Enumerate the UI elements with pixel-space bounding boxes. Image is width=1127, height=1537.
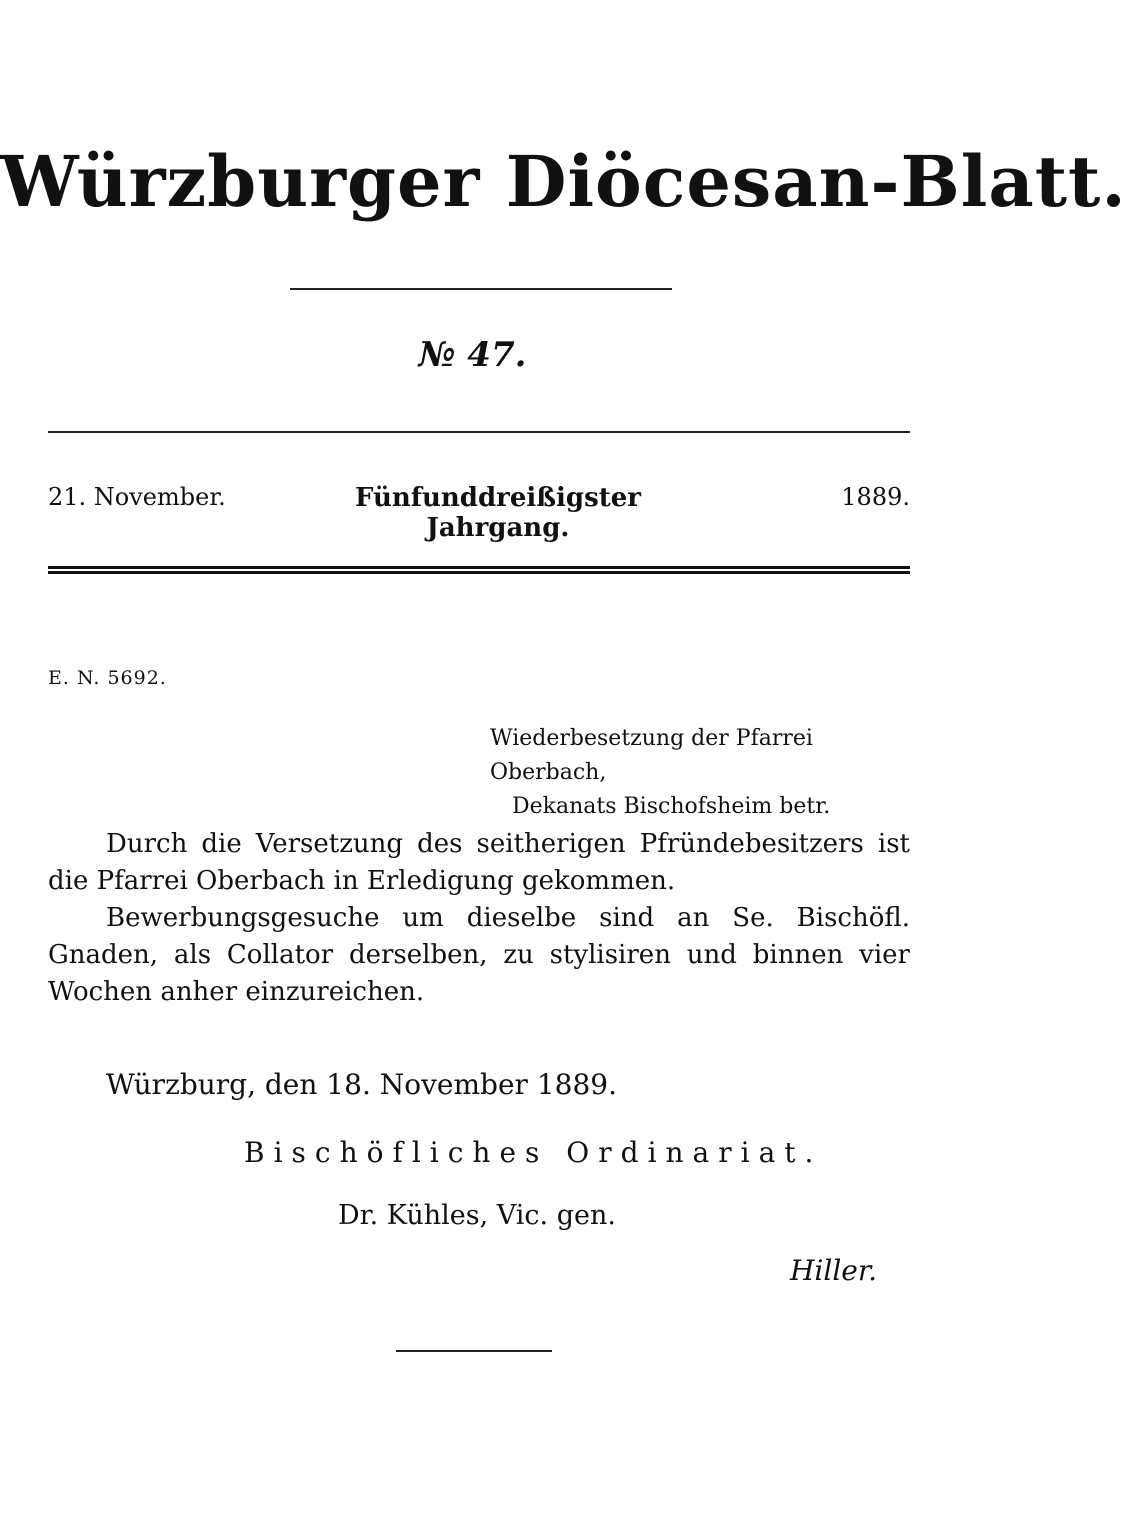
secretary-signature: Hiller. (790, 1254, 878, 1287)
notice-body (48, 826, 910, 1011)
issue-year: 1889. (841, 483, 910, 511)
vicar-general-signature: Dr. Kühles, Vic. gen. (338, 1200, 616, 1231)
header-double-rule (48, 566, 910, 574)
subject-line-2: Dekanats Bischofsheim betr. (512, 794, 831, 819)
dateline (48, 483, 910, 543)
subject-line-1: Wiederbesetzung der Pfarrei Oberbach, (490, 726, 813, 785)
body-paragraph-2: Bewerbungsgesuche um dieselbe sind an Se. Bischöfl. Gnaden, als Collator derselben, zu stylisiren und binnen vier Wochen anher einzureichen. (48, 903, 910, 1007)
place-and-date: Würzburg, den 18. November 1889. (106, 1068, 617, 1101)
volume-label: Fünfunddreißigster Jahrgang. (355, 483, 641, 543)
reference-number: E. N. 5692. (48, 667, 167, 689)
closing-rule (396, 1350, 552, 1352)
issue-date: 21. November. (48, 483, 226, 511)
masthead-title: Würzburger Diöcesan-Blatt. (0, 140, 1127, 223)
body-paragraph-1: Durch die Versetzung des seitherigen Pfründebesitzers ist die Pfarrei Oberbach in Erledigung gekommen. (48, 829, 910, 896)
masthead-divider (290, 288, 672, 290)
notice-subject (490, 722, 920, 824)
issuing-office: Bischöfliches Ordinariat. (244, 1136, 823, 1169)
header-rule (48, 431, 910, 433)
issue-number: № 47. (418, 335, 527, 375)
